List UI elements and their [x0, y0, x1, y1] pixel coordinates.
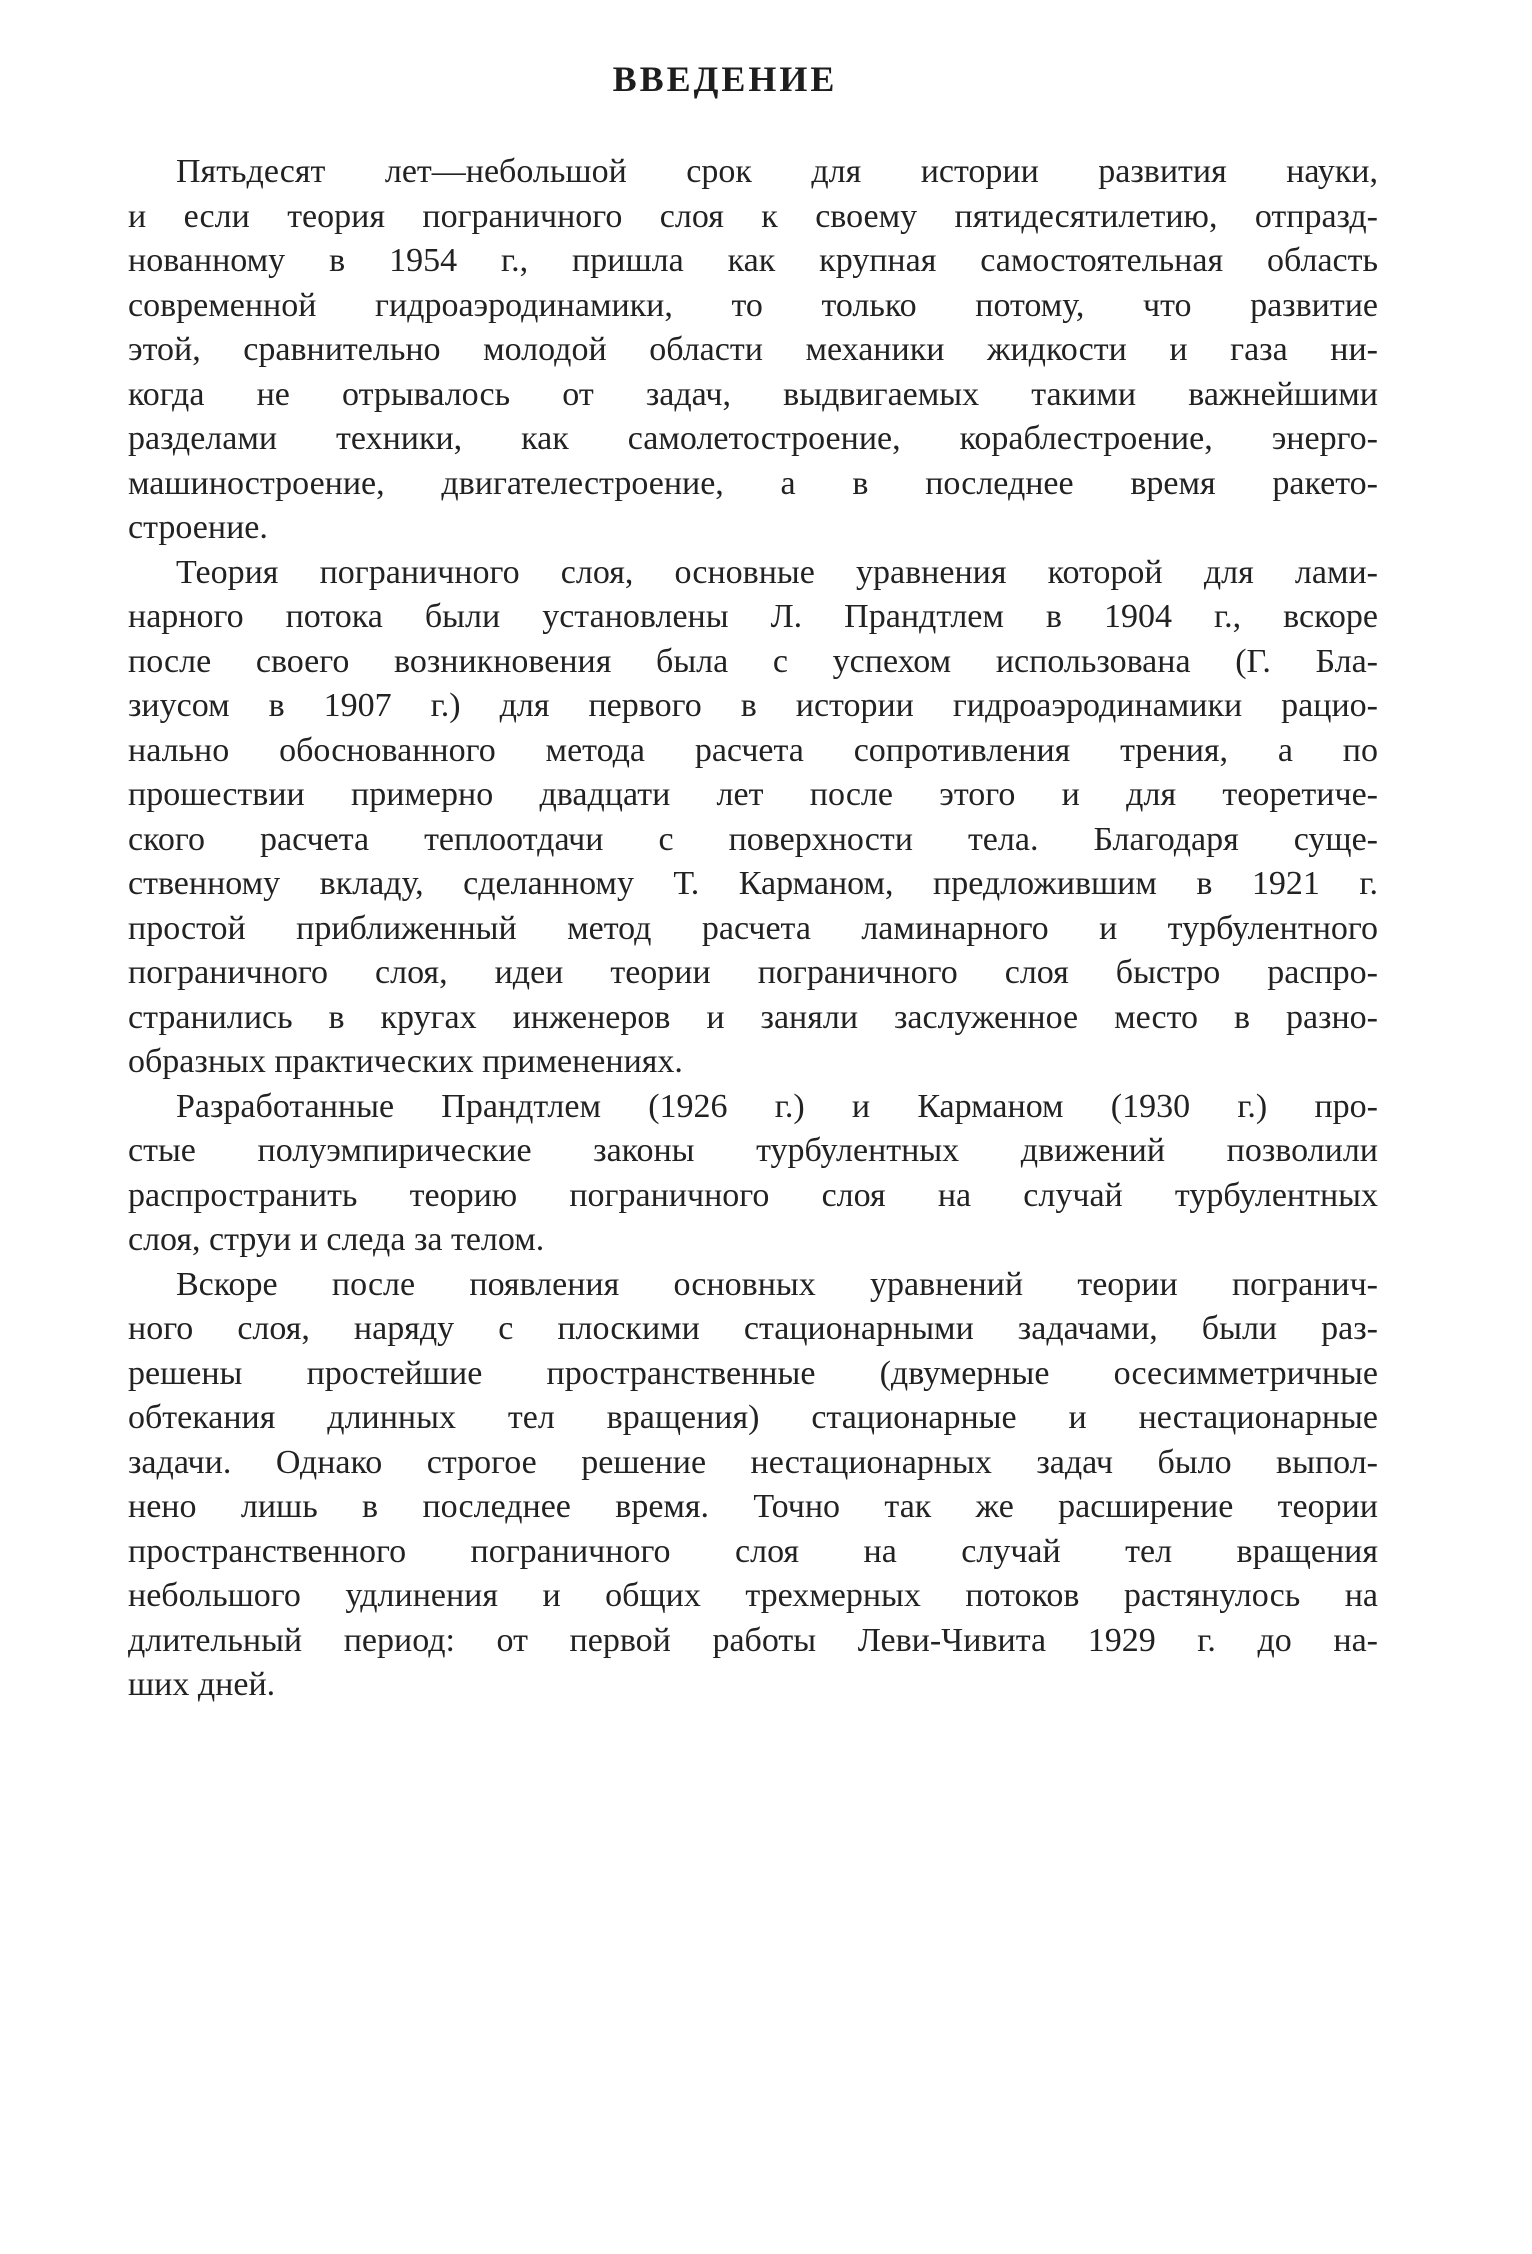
body-text [128, 150, 1378, 1708]
text-line: обтекания длинных тел вращения) стационарные и нестационарные [128, 1399, 1378, 1436]
text-line: пограничного слоя, идеи теории пограничного слоя быстро распро- [128, 954, 1378, 991]
paragraph-2 [128, 551, 1378, 1085]
text-line: длительный период: от первой работы Леви-Чивита 1929 г. до на- [128, 1621, 1378, 1659]
paragraph-3 [128, 1085, 1378, 1263]
text-line: строение. [128, 509, 268, 546]
text-line: ственному вкладу, сделанному Т. Карманом, предложившим в 1921 г. [128, 865, 1378, 902]
text-line: простой приближенный метод расчета ламинарного и турбулентного [128, 909, 1378, 947]
text-line: образных практических применениях. [128, 1043, 683, 1080]
text-line: нально обоснованного метода расчета сопротивления трения, а по [128, 731, 1378, 769]
text-line: и если теория пограничного слоя к своему пятидесятилетию, отпразд- [128, 197, 1378, 235]
text-line: нарного потока были установлены Л. Прандтлем в 1904 г., вскоре [128, 598, 1378, 635]
text-line: Вскоре после появления основных уравнений теории погранич- [176, 1265, 1378, 1303]
text-line: распространить теорию пограничного слоя на случай турбулентных [128, 1176, 1378, 1214]
text-line: ского расчета теплоотдачи с поверхности тела. Благодаря суще- [128, 820, 1378, 858]
text-line: после своего возникновения была с успехом использована (Г. Бла- [128, 642, 1378, 680]
text-line: Пятьдесят лет—небольшой срок для истории развития науки, [176, 153, 1378, 190]
text-line: ного слоя, наряду с плоскими стационарными задачами, были раз- [128, 1310, 1378, 1347]
page-title: ВВЕДЕНИЕ [612, 59, 838, 99]
text-line: ших дней. [128, 1666, 276, 1703]
text-line: слоя, струи и следа за телом. [128, 1221, 545, 1258]
text-line: решены простейшие пространственные (двумерные осесимметричные [128, 1354, 1378, 1392]
text-line: зиусом в 1907 г.) для первого в истории гидроаэродинамики рацио- [128, 687, 1378, 724]
paragraph-1 [128, 150, 1378, 551]
text-line: этой, сравнительно молодой области механики жидкости и газа ни- [128, 331, 1378, 368]
text-line: пространственного пограничного слоя на случай тел вращения [128, 1532, 1378, 1570]
text-line: современной гидроаэродинамики, то только потому, что развитие [128, 286, 1378, 324]
text-line: разделами техники, как самолетостроение, кораблестроение, энерго- [128, 420, 1378, 457]
paragraph-4 [128, 1263, 1378, 1708]
text-line: машиностроение, двигателестроение, а в последнее время ракето- [128, 464, 1378, 502]
text-line: Разработанные Прандтлем (1926 г.) и Карманом (1930 г.) про- [176, 1087, 1378, 1125]
text-line: небольшого удлинения и общих трехмерных потоков растянулось на [128, 1577, 1378, 1614]
text-line: Теория пограничного слоя, основные уравнения которой для лами- [176, 553, 1378, 591]
text-line: прошествии примерно двадцати лет после этого и для теоретиче- [128, 776, 1378, 813]
text-line: когда не отрывалось от задач, выдвигаемых такими важнейшими [128, 375, 1378, 413]
text-line: задачи. Однако строгое решение нестационарных задач было выпол- [128, 1443, 1378, 1481]
text-line: странились в кругах инженеров и заняли заслуженное место в разно- [128, 998, 1378, 1036]
text-line: нено лишь в последнее время. Точно так же расширение теории [128, 1488, 1378, 1525]
text-line: нованному в 1954 г., пришла как крупная самостоятельная область [128, 242, 1378, 279]
text-line: стые полуэмпирические законы турбулентных движений позволили [128, 1132, 1378, 1169]
